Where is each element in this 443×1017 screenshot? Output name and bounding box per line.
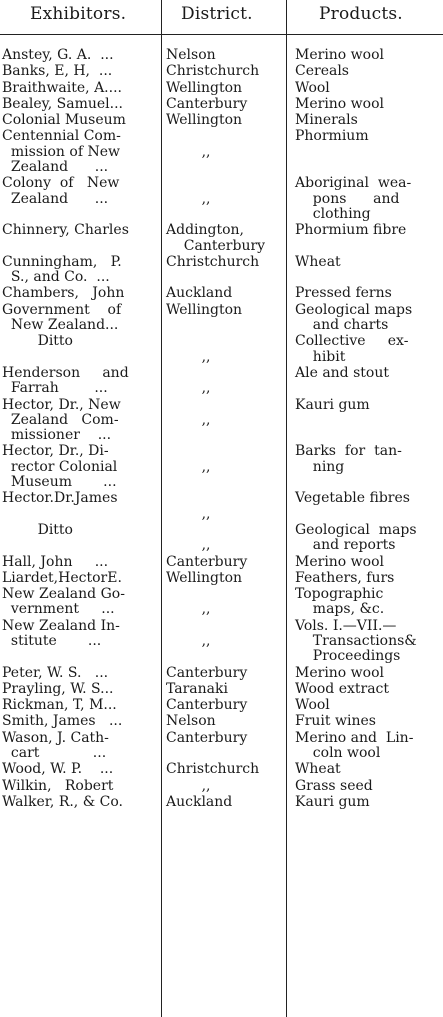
exhibitor-cell: Chambers, John bbox=[2, 285, 125, 302]
district-cell: ,, bbox=[201, 411, 211, 428]
products-cell: Kauri gum bbox=[295, 396, 370, 413]
exhibitor-cell: Chinnery, Charles bbox=[2, 222, 129, 239]
table-row bbox=[0, 443, 443, 490]
district-cell: ,, bbox=[201, 143, 211, 160]
header-products: Products. bbox=[319, 4, 403, 24]
district-cell: Wellington bbox=[166, 301, 243, 318]
district-cell: ,, bbox=[201, 190, 211, 207]
products-cell: Merino wool bbox=[295, 553, 385, 570]
products-cell: Merino and Lin- coln wool bbox=[295, 729, 414, 762]
table-row bbox=[0, 665, 443, 681]
products-cell: Vegetable fibres bbox=[295, 490, 410, 507]
exhibitor-cell: Ditto bbox=[2, 333, 73, 350]
products-cell: Wood extract bbox=[295, 680, 390, 697]
exhibitor-cell: Banks, E, H, ... bbox=[2, 63, 113, 80]
table-row bbox=[0, 302, 443, 334]
products-cell: Merino wool bbox=[295, 95, 385, 112]
table-body bbox=[0, 47, 443, 810]
products-cell: Wheat bbox=[295, 761, 341, 778]
district-cell: Christchurch bbox=[166, 761, 260, 778]
table-row bbox=[0, 794, 443, 810]
products-cell: Merino wool bbox=[295, 47, 385, 63]
table-row bbox=[0, 490, 443, 522]
district-cell: Canterbury bbox=[166, 697, 248, 714]
district-cell: Canterbury bbox=[166, 664, 248, 681]
exhibitor-cell: Wason, J. Cath- cart ... bbox=[2, 729, 109, 762]
district-cell: Canterbury bbox=[166, 95, 248, 112]
header-district: District. bbox=[181, 4, 253, 24]
district-cell: ,, bbox=[201, 380, 211, 397]
exhibitor-cell: New Zealand In- stitute ... bbox=[2, 617, 120, 649]
table-row bbox=[0, 222, 443, 254]
district-cell: Wellington bbox=[166, 569, 243, 586]
products-cell: Geological maps and reports bbox=[295, 521, 417, 554]
district-cell: ,, bbox=[166, 777, 211, 794]
exhibitors-table bbox=[0, 47, 443, 810]
table-row bbox=[0, 761, 443, 777]
products-cell: Aboriginal wea- pons and clothing bbox=[295, 175, 412, 222]
table-row bbox=[0, 128, 443, 175]
products-cell: Geological maps and charts bbox=[295, 301, 413, 334]
table-row bbox=[0, 365, 443, 397]
exhibitor-cell: Peter, W. S. ... bbox=[2, 664, 109, 681]
exhibitor-cell: Henderson and Farrah ... bbox=[2, 364, 129, 397]
table-row bbox=[0, 730, 443, 762]
exhibitor-cell: Smith, James ... bbox=[2, 713, 123, 730]
table-row bbox=[0, 285, 443, 301]
table-row bbox=[0, 713, 443, 729]
district-cell: ,, bbox=[201, 505, 211, 522]
district-cell: Canterbury bbox=[166, 553, 248, 570]
table-row bbox=[0, 397, 443, 444]
products-cell: Wheat bbox=[295, 253, 341, 270]
district-cell: Auckland bbox=[166, 285, 233, 302]
exhibitor-cell: Government of New Zealand... bbox=[2, 301, 122, 334]
table-row bbox=[0, 570, 443, 586]
products-cell: Minerals bbox=[295, 112, 358, 129]
products-cell: Phormium fibre bbox=[295, 222, 407, 239]
table-row bbox=[0, 681, 443, 697]
table-row bbox=[0, 47, 443, 63]
exhibitor-cell: New Zealand Go- vernment ... bbox=[2, 586, 125, 618]
exhibitor-cell: Colony of New Zealand ... bbox=[2, 175, 120, 207]
exhibitor-cell: Wilkin, Robert bbox=[2, 777, 114, 794]
district-cell: Nelson bbox=[166, 47, 216, 63]
products-cell: Phormium bbox=[295, 128, 369, 145]
exhibitor-cell: Hall, John ... bbox=[2, 553, 109, 570]
table-row bbox=[0, 522, 443, 554]
products-cell: Collective ex- hibit bbox=[295, 333, 409, 365]
district-cell: Auckland bbox=[166, 793, 233, 810]
products-cell: Kauri gum bbox=[295, 793, 370, 810]
exhibitor-cell: Colonial Museum bbox=[2, 112, 126, 129]
header-rule bbox=[0, 34, 443, 35]
table-row bbox=[0, 333, 443, 365]
header-exhibitors: Exhibitors. bbox=[30, 4, 127, 24]
exhibitor-cell: Anstey, G. A. ... bbox=[2, 47, 114, 63]
products-cell: Barks for tan- ning bbox=[295, 443, 402, 475]
exhibitor-cell: Rickman, T, M... bbox=[2, 697, 117, 714]
table-row bbox=[0, 586, 443, 618]
exhibitor-cell: Hector, Dr., New Zealand Com- missioner ... bbox=[2, 396, 121, 444]
exhibitor-cell: Hector.Dr.James bbox=[2, 490, 118, 507]
district-cell: Christchurch bbox=[166, 253, 260, 270]
district-cell: Taranaki bbox=[166, 680, 228, 697]
table-row bbox=[0, 175, 443, 222]
district-cell: ,, bbox=[201, 537, 211, 554]
exhibitor-cell: Braithwaite, A.... bbox=[2, 79, 122, 96]
district-cell: ,, bbox=[201, 458, 211, 475]
district-cell: ,, bbox=[201, 601, 211, 618]
exhibitor-cell: Hector, Dr., Di- rector Colonial Museum ... bbox=[2, 443, 118, 491]
exhibitor-cell: Wood, W. P. ... bbox=[2, 761, 114, 778]
products-cell: Topographic maps, &c. bbox=[295, 586, 385, 618]
exhibitor-cell: Centennial Com- mission of New Zealand ... bbox=[2, 128, 121, 176]
district-cell: ,, bbox=[201, 348, 211, 365]
exhibitor-cell: Cunningham, P. S., and Co. ... bbox=[2, 253, 122, 286]
products-cell: Pressed ferns bbox=[295, 285, 392, 302]
table-row bbox=[0, 778, 443, 794]
products-cell: Wool bbox=[295, 79, 330, 96]
table-row bbox=[0, 554, 443, 570]
district-cell: Wellington bbox=[166, 112, 243, 129]
exhibitor-cell: Ditto bbox=[2, 521, 73, 538]
exhibitor-cell: Prayling, W. S... bbox=[2, 680, 114, 697]
district-cell: Wellington bbox=[166, 79, 243, 96]
products-cell: Feathers, furs bbox=[295, 569, 395, 586]
table-row bbox=[0, 63, 443, 79]
table-row bbox=[0, 96, 443, 112]
table-row bbox=[0, 254, 443, 286]
table-row bbox=[0, 80, 443, 96]
table-row bbox=[0, 697, 443, 713]
district-cell: Nelson bbox=[166, 713, 216, 730]
products-cell: Wool bbox=[295, 697, 330, 714]
exhibitor-cell: Bealey, Samuel... bbox=[2, 95, 123, 112]
district-cell: Addington, Canterbury bbox=[166, 222, 266, 254]
district-cell: Canterbury bbox=[166, 729, 248, 746]
table-row bbox=[0, 112, 443, 128]
products-cell: Ale and stout bbox=[295, 364, 389, 381]
products-cell: Grass seed bbox=[295, 777, 373, 794]
products-cell: Vols. I.—VII.— Transactions& Proceedings bbox=[295, 617, 417, 665]
products-cell: Cereals bbox=[295, 63, 349, 80]
products-cell: Merino wool bbox=[295, 664, 385, 681]
district-cell: ,, bbox=[201, 632, 211, 649]
district-cell: Christchurch bbox=[166, 63, 260, 80]
exhibitor-cell: Liardet,HectorE. bbox=[2, 569, 122, 586]
exhibitor-cell: Walker, R., & Co. bbox=[2, 793, 123, 810]
products-cell: Fruit wines bbox=[295, 713, 376, 730]
table-row bbox=[0, 618, 443, 665]
